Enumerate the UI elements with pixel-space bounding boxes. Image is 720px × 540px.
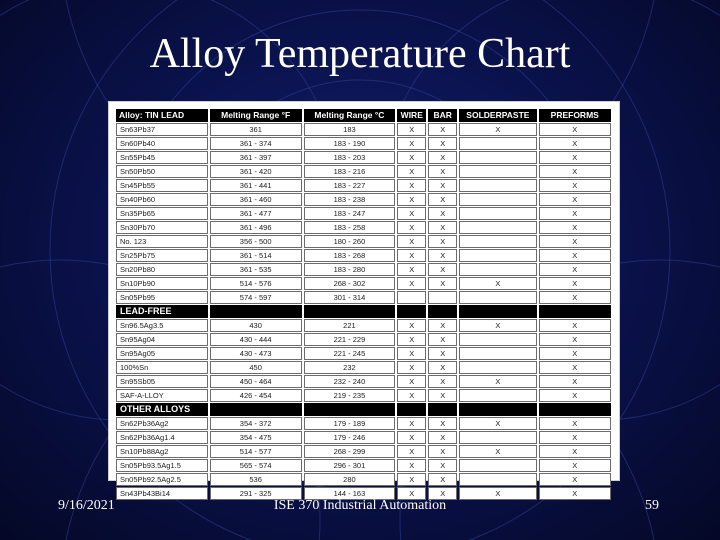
cell-bar: X — [428, 207, 457, 220]
cell-solderpaste — [459, 151, 536, 164]
section-blank-cell — [459, 403, 536, 416]
cell-alloy: Sn96.5Ag3.5 — [116, 319, 208, 332]
cell-preforms: X — [539, 207, 612, 220]
cell-melting-c: 301 - 314 — [304, 291, 396, 304]
cell-alloy: Sn50Pb50 — [116, 165, 208, 178]
cell-melting-f: 291 - 325 — [210, 487, 302, 500]
table-row — [116, 165, 611, 178]
cell-preforms: X — [539, 235, 612, 248]
cell-melting-f: 361 - 420 — [210, 165, 302, 178]
cell-preforms: X — [539, 165, 612, 178]
cell-preforms: X — [539, 249, 612, 262]
section-blank-cell — [428, 403, 457, 416]
cell-melting-c: 221 — [304, 319, 396, 332]
column-header-bar: BAR — [428, 109, 457, 122]
cell-wire: X — [397, 473, 426, 486]
cell-solderpaste — [459, 291, 536, 304]
cell-melting-c: 179 - 246 — [304, 431, 396, 444]
cell-melting-f: 361 - 477 — [210, 207, 302, 220]
cell-solderpaste: X — [459, 445, 536, 458]
cell-melting-f: 361 - 496 — [210, 221, 302, 234]
column-header-preforms: PREFORMS — [539, 109, 612, 122]
cell-solderpaste — [459, 361, 536, 374]
cell-alloy: Sn05Pb95 — [116, 291, 208, 304]
cell-solderpaste — [459, 473, 536, 486]
cell-alloy: Sn10Pb90 — [116, 277, 208, 290]
cell-preforms: X — [539, 151, 612, 164]
cell-bar: X — [428, 431, 457, 444]
section-blank-cell — [539, 403, 612, 416]
table-row — [116, 319, 611, 332]
cell-bar: X — [428, 277, 457, 290]
cell-preforms: X — [539, 123, 612, 136]
cell-melting-c: 183 — [304, 123, 396, 136]
cell-bar: X — [428, 235, 457, 248]
cell-bar: X — [428, 249, 457, 262]
cell-preforms: X — [539, 431, 612, 444]
cell-melting-f: 430 - 444 — [210, 333, 302, 346]
cell-preforms: X — [539, 473, 612, 486]
section-blank-cell — [397, 403, 426, 416]
table-row — [116, 431, 611, 444]
cell-bar: X — [428, 389, 457, 402]
column-header-solderpaste: SOLDERPASTE — [459, 109, 536, 122]
cell-melting-c: 183 - 247 — [304, 207, 396, 220]
cell-alloy: Sn55Pb45 — [116, 151, 208, 164]
cell-alloy: Sn62Pb36Ag2 — [116, 417, 208, 430]
table-row — [116, 207, 611, 220]
cell-bar: X — [428, 319, 457, 332]
cell-preforms: X — [539, 347, 612, 360]
cell-solderpaste — [459, 165, 536, 178]
cell-wire: X — [397, 361, 426, 374]
cell-melting-c: 183 - 238 — [304, 193, 396, 206]
cell-preforms: X — [539, 291, 612, 304]
cell-melting-c: 183 - 227 — [304, 179, 396, 192]
cell-alloy: Sn25Pb75 — [116, 249, 208, 262]
table-row — [116, 249, 611, 262]
cell-alloy: Sn95Sb05 — [116, 375, 208, 388]
cell-bar: X — [428, 333, 457, 346]
table-row — [116, 151, 611, 164]
cell-preforms: X — [539, 361, 612, 374]
cell-wire — [397, 291, 426, 304]
cell-wire: X — [397, 193, 426, 206]
cell-alloy: Sn45Pb55 — [116, 179, 208, 192]
cell-melting-f: 536 — [210, 473, 302, 486]
cell-wire: X — [397, 319, 426, 332]
cell-melting-f: 514 - 576 — [210, 277, 302, 290]
cell-melting-f: 450 - 464 — [210, 375, 302, 388]
cell-melting-f: 361 - 514 — [210, 249, 302, 262]
column-header-melting-c: Melting Range °C — [304, 109, 396, 122]
cell-bar: X — [428, 375, 457, 388]
cell-solderpaste — [459, 137, 536, 150]
cell-wire: X — [397, 459, 426, 472]
cell-bar: X — [428, 459, 457, 472]
table-row — [116, 473, 611, 486]
cell-wire: X — [397, 333, 426, 346]
cell-alloy: Sn95Ag05 — [116, 347, 208, 360]
cell-wire: X — [397, 445, 426, 458]
cell-bar: X — [428, 487, 457, 500]
cell-solderpaste — [459, 431, 536, 444]
cell-preforms: X — [539, 389, 612, 402]
cell-wire: X — [397, 123, 426, 136]
alloy-temperature-table — [114, 108, 613, 501]
cell-bar: X — [428, 347, 457, 360]
cell-wire: X — [397, 487, 426, 500]
cell-wire: X — [397, 221, 426, 234]
cell-melting-c: 144 - 163 — [304, 487, 396, 500]
cell-alloy: Sn95Ag04 — [116, 333, 208, 346]
cell-solderpaste: X — [459, 319, 536, 332]
cell-melting-c: 183 - 258 — [304, 221, 396, 234]
cell-solderpaste — [459, 459, 536, 472]
cell-solderpaste — [459, 179, 536, 192]
table-row — [116, 417, 611, 430]
cell-solderpaste — [459, 193, 536, 206]
cell-melting-f: 574 - 597 — [210, 291, 302, 304]
footer-date: 9/16/2021 — [58, 498, 115, 513]
cell-alloy: Sn05Pb93.5Ag1.5 — [116, 459, 208, 472]
cell-alloy: 100%Sn — [116, 361, 208, 374]
cell-melting-c: 221 - 245 — [304, 347, 396, 360]
cell-alloy: No. 123 — [116, 235, 208, 248]
section-label: LEAD-FREE — [116, 305, 208, 318]
cell-melting-f: 361 — [210, 123, 302, 136]
table-row — [116, 235, 611, 248]
cell-alloy: SAF-A-LLOY — [116, 389, 208, 402]
table-row — [116, 263, 611, 276]
cell-preforms: X — [539, 417, 612, 430]
cell-melting-f: 356 - 500 — [210, 235, 302, 248]
cell-preforms: X — [539, 319, 612, 332]
column-header-wire: WIRE — [397, 109, 426, 122]
cell-solderpaste: X — [459, 277, 536, 290]
cell-preforms: X — [539, 137, 612, 150]
cell-bar: X — [428, 123, 457, 136]
cell-melting-c: 268 - 302 — [304, 277, 396, 290]
cell-solderpaste — [459, 347, 536, 360]
cell-solderpaste — [459, 333, 536, 346]
cell-solderpaste — [459, 263, 536, 276]
cell-solderpaste — [459, 221, 536, 234]
section-blank-cell — [397, 305, 426, 318]
cell-wire: X — [397, 151, 426, 164]
cell-melting-c: 280 — [304, 473, 396, 486]
table-row — [116, 221, 611, 234]
column-header-alloy: Alloy: TIN LEAD — [116, 109, 208, 122]
cell-alloy: Sn63Pb37 — [116, 123, 208, 136]
table-row — [116, 361, 611, 374]
cell-preforms: X — [539, 263, 612, 276]
table-row — [116, 445, 611, 458]
cell-alloy: Sn20Pb80 — [116, 263, 208, 276]
cell-preforms: X — [539, 193, 612, 206]
section-header-row — [116, 403, 611, 416]
cell-melting-f: 430 — [210, 319, 302, 332]
cell-bar — [428, 291, 457, 304]
cell-wire: X — [397, 165, 426, 178]
cell-melting-c: 179 - 189 — [304, 417, 396, 430]
table-header-row — [116, 109, 611, 122]
cell-wire: X — [397, 389, 426, 402]
section-label: OTHER ALLOYS — [116, 403, 208, 416]
column-header-melting-f: Melting Range °F — [210, 109, 302, 122]
cell-melting-f: 430 - 473 — [210, 347, 302, 360]
cell-bar: X — [428, 361, 457, 374]
cell-melting-f: 361 - 460 — [210, 193, 302, 206]
cell-bar: X — [428, 193, 457, 206]
cell-melting-f: 361 - 374 — [210, 137, 302, 150]
cell-wire: X — [397, 431, 426, 444]
cell-wire: X — [397, 277, 426, 290]
section-blank-cell — [539, 305, 612, 318]
cell-melting-f: 565 - 574 — [210, 459, 302, 472]
cell-melting-f: 426 - 454 — [210, 389, 302, 402]
cell-melting-c: 183 - 190 — [304, 137, 396, 150]
table-row — [116, 375, 611, 388]
table-body — [116, 123, 611, 500]
cell-melting-f: 361 - 441 — [210, 179, 302, 192]
table-row — [116, 179, 611, 192]
cell-solderpaste — [459, 235, 536, 248]
section-blank-cell — [459, 305, 536, 318]
cell-melting-c: 183 - 268 — [304, 249, 396, 262]
cell-wire: X — [397, 249, 426, 262]
cell-preforms: X — [539, 445, 612, 458]
cell-alloy: Sn43Pb43Bi14 — [116, 487, 208, 500]
cell-alloy: Sn10Pb88Ag2 — [116, 445, 208, 458]
cell-wire: X — [397, 375, 426, 388]
cell-melting-f: 361 - 535 — [210, 263, 302, 276]
alloy-table-frame — [108, 101, 620, 498]
cell-melting-c: 183 - 280 — [304, 263, 396, 276]
cell-melting-c: 180 - 260 — [304, 235, 396, 248]
cell-preforms: X — [539, 277, 612, 290]
cell-bar: X — [428, 137, 457, 150]
cell-preforms: X — [539, 333, 612, 346]
cell-wire: X — [397, 347, 426, 360]
section-blank-cell — [304, 403, 396, 416]
cell-wire: X — [397, 207, 426, 220]
table-row — [116, 347, 611, 360]
page-number: 59 — [645, 498, 659, 513]
cell-alloy: Sn35Pb65 — [116, 207, 208, 220]
cell-bar: X — [428, 151, 457, 164]
cell-solderpaste: X — [459, 123, 536, 136]
cell-preforms: X — [539, 459, 612, 472]
cell-solderpaste — [459, 207, 536, 220]
cell-bar: X — [428, 179, 457, 192]
cell-solderpaste: X — [459, 417, 536, 430]
cell-bar: X — [428, 417, 457, 430]
cell-preforms: X — [539, 487, 612, 500]
cell-wire: X — [397, 235, 426, 248]
cell-melting-f: 450 — [210, 361, 302, 374]
cell-wire: X — [397, 417, 426, 430]
cell-solderpaste: X — [459, 487, 536, 500]
table-row — [116, 137, 611, 150]
table-row — [116, 459, 611, 472]
cell-melting-c: 219 - 235 — [304, 389, 396, 402]
cell-melting-c: 221 - 229 — [304, 333, 396, 346]
section-header-row — [116, 305, 611, 318]
table-row — [116, 277, 611, 290]
cell-bar: X — [428, 221, 457, 234]
cell-preforms: X — [539, 375, 612, 388]
cell-melting-c: 232 - 240 — [304, 375, 396, 388]
cell-bar: X — [428, 263, 457, 276]
cell-alloy: Sn05Pb92.5Ag2.5 — [116, 473, 208, 486]
cell-alloy: Sn30Pb70 — [116, 221, 208, 234]
cell-wire: X — [397, 179, 426, 192]
slide-title: Alloy Temperature Chart — [149, 31, 571, 77]
cell-bar: X — [428, 473, 457, 486]
cell-melting-f: 361 - 397 — [210, 151, 302, 164]
cell-solderpaste — [459, 389, 536, 402]
cell-solderpaste: X — [459, 375, 536, 388]
cell-melting-f: 354 - 475 — [210, 431, 302, 444]
table-row — [116, 291, 611, 304]
cell-bar: X — [428, 445, 457, 458]
cell-melting-f: 514 - 577 — [210, 445, 302, 458]
cell-melting-c: 268 - 299 — [304, 445, 396, 458]
cell-alloy: Sn60Pb40 — [116, 137, 208, 150]
section-blank-cell — [428, 305, 457, 318]
cell-alloy: Sn62Pb36Ag1.4 — [116, 431, 208, 444]
cell-melting-c: 183 - 216 — [304, 165, 396, 178]
table-row — [116, 123, 611, 136]
cell-wire: X — [397, 137, 426, 150]
cell-preforms: X — [539, 179, 612, 192]
section-blank-cell — [210, 403, 302, 416]
cell-melting-c: 296 - 301 — [304, 459, 396, 472]
cell-solderpaste — [459, 249, 536, 262]
cell-preforms: X — [539, 221, 612, 234]
table-row — [116, 193, 611, 206]
table-row — [116, 333, 611, 346]
cell-bar: X — [428, 165, 457, 178]
cell-alloy: Sn40Pb60 — [116, 193, 208, 206]
cell-melting-c: 232 — [304, 361, 396, 374]
cell-melting-f: 354 - 372 — [210, 417, 302, 430]
cell-wire: X — [397, 263, 426, 276]
footer-course: ISE 370 Industrial Automation — [273, 498, 447, 513]
section-blank-cell — [210, 305, 302, 318]
section-blank-cell — [304, 305, 396, 318]
cell-melting-c: 183 - 203 — [304, 151, 396, 164]
table-row — [116, 389, 611, 402]
